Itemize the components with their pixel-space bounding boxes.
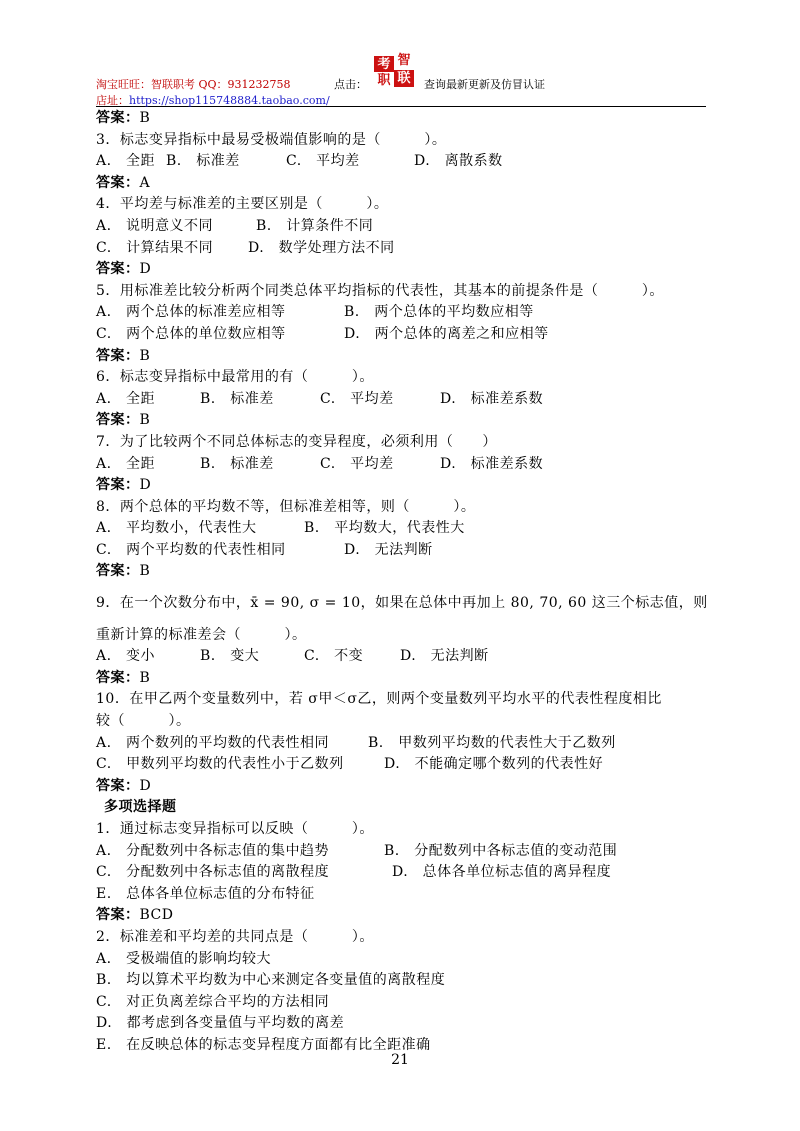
text-line: 2．标准差和平均差的共同点是（ ）。	[96, 928, 374, 945]
text-line: 10．在甲乙两个变量数列中，若 σ甲＜σ乙，则两个变量数列平均水平的代表性程度相比	[96, 691, 662, 708]
option-text: D. 总体各单位标志值的离异程度	[392, 864, 612, 881]
text-line: 5．用标准差比较分析两个同类总体平均指标的代表性，其基本的前提条件是（ ）。	[96, 282, 664, 299]
options-line	[96, 389, 708, 411]
option-text: A. 两个总体的标准差应相等	[96, 304, 286, 321]
option-text: B. 计算条件不同	[256, 217, 374, 234]
answer-line	[96, 561, 708, 583]
option-text: C. 分配数列中各标志值的离散程度	[96, 864, 330, 881]
option-text: A. 分配数列中各标志值的集中趋势	[96, 842, 330, 859]
answer-label: 答案：	[96, 110, 140, 126]
logo-char: 智	[394, 52, 414, 69]
text-line: 1．通过标志变异指标可以反映（ ）。	[96, 821, 374, 837]
options-line	[96, 646, 708, 668]
option-text: D. 数学处理方法不同	[248, 239, 395, 256]
answer-label: 答案：	[96, 777, 140, 794]
option-text: C. 两个平均数的代表性相同	[96, 541, 286, 558]
line-gap	[96, 615, 708, 625]
shop-label: 店址：	[96, 94, 129, 107]
text-line: E. 在反映总体的标志变异程度方面都有比全距准确	[96, 1036, 431, 1053]
options-line	[96, 324, 708, 346]
option-text: D. 离散系数	[414, 153, 503, 170]
answer-label: 答案：	[96, 174, 140, 191]
text-line: 重新计算的标准差会（ ）。	[96, 626, 307, 643]
click-label: 点击：	[334, 78, 367, 91]
answer-label: 答案：	[96, 261, 140, 278]
zhilian-logo[interactable]	[374, 50, 416, 90]
answer-label: 答案：	[96, 563, 140, 580]
options-line	[96, 151, 708, 173]
option-text: B. 变大	[200, 648, 260, 665]
option-text: B. 标准差	[200, 390, 274, 407]
option-text: A. 两个数列的平均数的代表性相同	[96, 734, 330, 751]
answer-value: B	[139, 669, 151, 686]
text-line: A. 受极端值的影响均较大	[96, 950, 272, 967]
option-text: A. 全距	[96, 455, 156, 472]
option-text: C. 计算结果不同	[96, 239, 214, 256]
answer-label: 答案：	[96, 669, 140, 686]
logo-char: 考	[374, 56, 394, 73]
contact-info: 淘宝旺旺：智联职考 QQ：931232758	[96, 78, 291, 91]
query-link[interactable]: 查询最新更新及仿冒认证	[424, 78, 545, 91]
answer-line	[96, 173, 708, 195]
shop-address	[96, 92, 330, 108]
answer-value: D	[139, 477, 152, 494]
options-line	[96, 862, 708, 884]
text-line: 较（ ）。	[96, 713, 191, 730]
options-line	[96, 754, 708, 776]
document-body	[96, 108, 708, 1057]
option-text: D. 两个总体的离差之和应相等	[344, 325, 549, 342]
answer-label: 答案：	[96, 412, 140, 429]
option-text: D. 标准差系数	[440, 455, 544, 472]
logo-char: 联	[394, 70, 414, 87]
option-text: C. 平均差	[320, 455, 394, 472]
logo-char: 职	[374, 72, 394, 89]
answer-value: B	[139, 110, 151, 126]
answer-value: D	[139, 777, 152, 794]
answer-value: D	[139, 261, 152, 278]
shop-url-link[interactable]: https://shop115748884.taobao.com/	[129, 94, 330, 107]
answer-label: 答案：	[96, 347, 140, 364]
answer-value: BCD	[139, 907, 174, 924]
option-text: A. 平均数小，代表性大	[96, 520, 257, 537]
option-text: D. 标准差系数	[440, 390, 544, 407]
section-heading: 多项选择题	[104, 799, 177, 816]
option-text: C. 两个总体的单位数应相等	[96, 325, 286, 342]
text-line: E. 总体各单位标志值的分布特征	[96, 885, 315, 902]
options-line	[96, 454, 708, 476]
text-line: D. 都考虑到各变量值与平均数的离差	[96, 1015, 345, 1032]
text-line: 4．平均差与标准差的主要区别是（ ）。	[96, 196, 389, 213]
option-text: B. 标准差	[200, 455, 274, 472]
answer-line	[96, 346, 708, 368]
answer-label: 答案：	[96, 907, 140, 924]
option-text: A. 全距	[96, 390, 156, 407]
options-line	[96, 540, 708, 562]
text-line: 7．为了比较两个不同总体标志的变异程度，必须利用（ ）	[96, 433, 497, 450]
answer-line	[96, 108, 708, 130]
option-text: A. 全距	[96, 153, 156, 170]
answer-value: B	[139, 563, 151, 580]
option-text: B. 平均数大，代表性大	[304, 520, 465, 537]
page-number: 21	[391, 1052, 409, 1068]
page-header	[96, 50, 706, 107]
option-text: B. 甲数列平均数的代表性大于乙数列	[368, 734, 616, 751]
option-text: B. 两个总体的平均数应相等	[344, 304, 534, 321]
answer-value: B	[139, 347, 151, 364]
answer-line	[96, 410, 708, 432]
option-text: A. 说明意义不同	[96, 217, 214, 234]
option-text: C. 平均差	[320, 390, 394, 407]
option-text: C. 甲数列平均数的代表性小于乙数列	[96, 756, 344, 773]
answer-line	[96, 776, 708, 798]
options-line	[96, 733, 708, 755]
options-line	[96, 302, 708, 324]
answer-line	[96, 668, 708, 690]
option-text: C. 不变	[304, 648, 364, 665]
text-line: 3．标志变异指标中最易受极端值影响的是（ ）。	[96, 131, 447, 148]
text-line: 6．标志变异指标中最常用的有（ ）。	[96, 369, 374, 386]
option-text: B. 标准差	[166, 153, 240, 170]
option-text: D. 无法判断	[344, 541, 433, 558]
option-text: D. 不能确定哪个数列的代表性好	[384, 756, 604, 773]
answer-line	[96, 475, 708, 497]
line-gap	[96, 583, 708, 593]
option-text: C. 平均差	[286, 153, 360, 170]
answer-line	[96, 905, 708, 927]
text-line: B. 均以算术平均数为中心来测定各变量值的离散程度	[96, 972, 446, 989]
option-text: B. 分配数列中各标志值的变动范围	[384, 842, 618, 859]
options-line	[96, 238, 708, 260]
text-line: C. 对正负离差综合平均的方法相同	[96, 993, 330, 1010]
options-line	[96, 841, 708, 863]
text-line: 9．在一个次数分布中，x̄ = 90, σ = 10，如果在总体中再加上 80, 70, 60 这三个标志值，则	[96, 595, 708, 612]
option-text: D. 无法判断	[400, 648, 489, 665]
options-line	[96, 216, 708, 238]
option-text: A. 变小	[96, 648, 156, 665]
text-line: 8．两个总体的平均数不等，但标准差相等，则（ ）。	[96, 498, 476, 515]
answer-value: A	[139, 174, 151, 191]
options-line	[96, 518, 708, 540]
answer-value: B	[139, 412, 151, 429]
answer-line	[96, 259, 708, 281]
answer-label: 答案：	[96, 477, 140, 494]
